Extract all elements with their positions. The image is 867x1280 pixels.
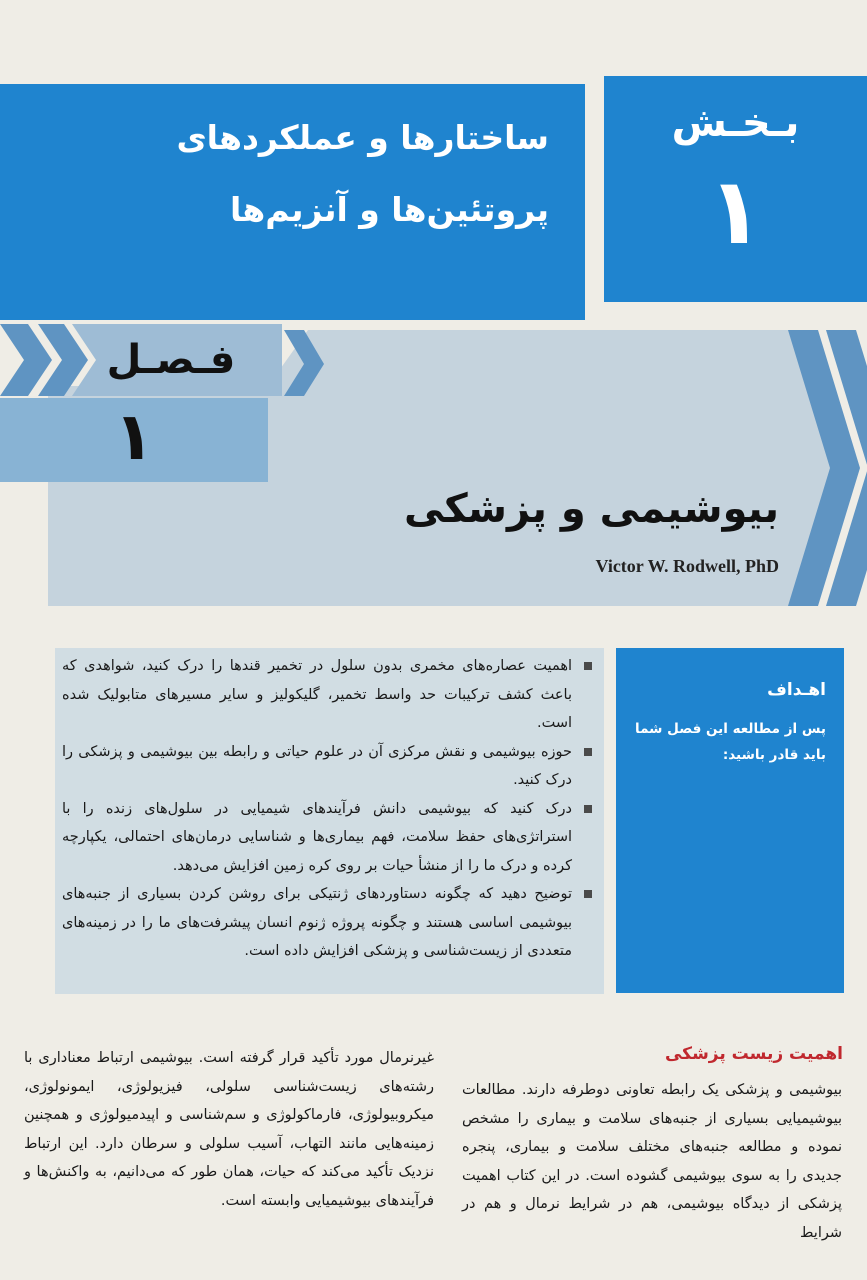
- part-number: ۱: [707, 158, 764, 265]
- objective-item: توضیح دهید که چگونه دستاوردهای ژنتیکی برای روشن کردن بسیاری از جنبه‌های بیوشیمی اساسی هستند و چگونه پروژه ژنوم انسان پیشرفت‌های ما را در زمینه‌های متعددی از زیست‌شناسی و پزشکی افزایش داده است.: [62, 880, 598, 966]
- part-label: بـخـش: [671, 100, 800, 146]
- objective-item: اهمیت عصاره‌های مخمری بدون سلول در تخمیر قندها را درک کنید، شواهدی که باعث کشف ترکیبات حد واسط تخمیر، گلیکولیز و سایر مسیرهای متابولیک شده است.: [62, 652, 598, 738]
- body-column-left: غیرنرمال مورد تأکید قرار گرفته است. بیوشیمی ارتباط معناداری با رشته‌های زیست‌شناسی سلولی، فیزیولوژی، ایمونولوژی، میکروبیولوژی، فارماکولوژی و سم‌شناسی و اپیدمیولوژی و همچنین زمینه‌هایی مانند التهاب، آسیب سلولی و سرطان دارد. این ارتباط نزدیک تأکید می‌کند که حیات، همان طور که می‌دانیم، به واکنش‌ها و فرآیندهای بیوشیمیایی وابسته است.: [24, 1050, 434, 1209]
- part-number-box: [604, 76, 867, 302]
- objective-item: حوزه بیوشیمی و نقش مرکزی آن در علوم حیاتی و رابطه بین بیوشیمی و پزشکی را درک کنید.: [62, 738, 598, 795]
- part-title-banner: [0, 84, 585, 320]
- chapter-number-box: [0, 398, 268, 482]
- part-title-line-1: ساختارها و عملکردهای: [176, 118, 549, 157]
- objectives-intro: پس از مطالعه این فصل شما باید قادر باشید:: [635, 721, 826, 763]
- chapter-title: بیوشیمی و پزشکی: [403, 486, 779, 532]
- objective-item: درک کنید که بیوشیمی دانش فرآیندهای شیمیایی در سلول‌های زنده را با استراتژی‌های حفظ سلامت، فهم بیماری‌ها و شناسایی درمان‌های احتمالی، یکپارچه کرده و درک ما را از منشأ حیات بر روی کره زمین افزایش می‌دهد.: [62, 795, 598, 881]
- part-title-line-2: پروتئین‌ها و آنزیم‌ها: [230, 190, 549, 229]
- square-bullet-icon: [584, 662, 592, 670]
- square-bullet-icon: [584, 805, 592, 813]
- chapter-author: Victor W. Rodwell, PhD: [595, 556, 779, 576]
- objectives-list: [62, 652, 598, 966]
- section-heading: اهمیت زیست پزشکی: [664, 1044, 843, 1064]
- objectives-sidebar: [616, 648, 844, 993]
- square-bullet-icon: [584, 890, 592, 898]
- chapter-number: ۱: [113, 398, 155, 475]
- chapter-label: فـصـل: [106, 337, 236, 383]
- square-bullet-icon: [584, 748, 592, 756]
- objectives-title: اهـداف: [767, 680, 826, 700]
- body-column-right: بیوشیمی و پزشکی یک رابطه تعاونی دوطرفه دارند. مطالعات بیوشیمیایی بسیاری از جنبه‌های سلامت و بیماری را مشخص نموده و مطالعه جنبه‌های مختلف سلامت و بیماری، پنجره جدیدی را به سوی بیوشیمی گشوده است. در این کتاب اهمیت پزشکی از دیدگاه بیوشیمی، هم در شرایط نرمال و هم در شرایط: [462, 1082, 842, 1241]
